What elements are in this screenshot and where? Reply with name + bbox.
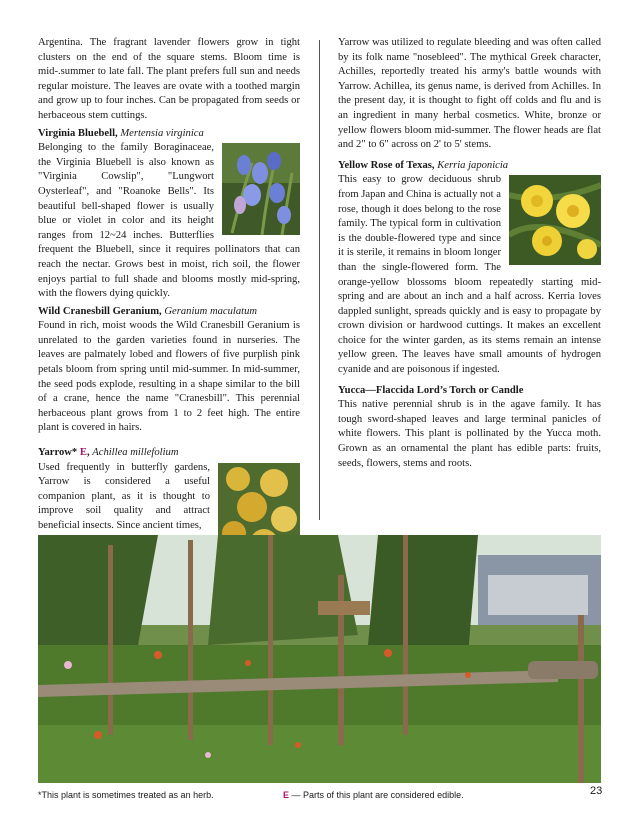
intro-paragraph: Argentina. The fragrant lavender flowers grow in tight clusters on the end of the square stems. Bloom time is mid-.summer to late fall. The plant prefers full sun and needs regular moisture. The leaves are ovate with a toothed margin and grow up to four inches. Can be propagated from seeds or herbaceous stem cuttings. <box>38 37 300 121</box>
yellow-rose-text: This easy to grow deciduous shrub from Japan and China is actually not a rose, though it does belong to the rose family. The typical form in cultivation is the double-flowered type and since it is sterile, it remains in bloom longer than the single-flowered form. The orange-yellow blossoms bloom repeatedly starting mid-spring and are about an inch and a half across. Kerria loves dappled sunlight, spreads quickly and is easy to propagate by crown division or hardwood cuttings. It makes an excellent choice for the winter garden, as its stems remain an intense yellow green. The leaves have small amounts of hydrogen cyanide and are poisonous if ingested. <box>338 174 601 376</box>
yarrow-text: Used frequently in butterfly gardens, Yarrow is considered a useful companion plant, as it is thought to improve soil quality and attract beneficial insects. Since ancient times, <box>38 461 210 531</box>
column-divider <box>319 40 320 520</box>
edible-footnote: E — Parts of this plant are considered edible. <box>283 790 464 800</box>
yellow-rose-photo <box>509 175 601 265</box>
virginia-bluebell-photo <box>222 143 300 235</box>
left-column <box>38 36 300 563</box>
yarrow-heading: Yarrow* E, Achillea millefolium <box>38 447 179 459</box>
yarrow-continued-text: Yarrow was utilized to regulate bleeding and was often called by its folk name "nosebleed". The mythical Greek character, Achilles, reportedly treated his army's battle wounds with Yarrow. Achillea, its genus name, is derived from Achilles. In the present day, it is thought to fight off colds and flu and is an ingredient in many herbal cosmetics. White, bronze or yellow flowers bloom mid-summer. The flower heads are flat and 2" to 6" across on 2' to 5' stems. <box>338 37 601 151</box>
yucca-heading: Yucca—Flaccida Lord’s Torch or Candle <box>338 384 524 396</box>
cranesbill-text: Found in rich, moist woods the Wild Cranesbill Geranium is unrelated to the garden varieties found in nurseries. The leaves are palmately lobed and flowers of five purplish pink petals bloom from spring until mid-summer. In mid-summer, the seed pods explode, resulting in a shape similar to the bill of a crane, hence the name "Cranesbill". This perennial herbaceous plant grows from 1 to 2 feet high. The entire plant is covered in hairs. <box>38 320 300 434</box>
garden-photo <box>38 535 601 783</box>
edible-mark: E <box>79 447 87 459</box>
page-number: 23 <box>590 785 603 797</box>
cranesbill-heading: Wild Cranesbill Geranium, Geranium maculatum <box>38 305 258 317</box>
virginia-bluebell-text: Belonging to the family Boraginaceae, the Virginia Bluebell is also known as "Virginia Cowslip", "Lungwort Oysterleaf", and "Roanoke Bells". Its beautiful bell-shaped flower is usually blue or violet in color and its height ranges from 12~24 inches. Butterflies frequent the Bluebell, since it requires pollinators that can reach the nectar. Grows best in moist, rich soil, the flower enjoys partial to full shade and blooms mostly mid-spring, with the flowers dying quickly. <box>38 142 300 300</box>
herb-footnote: *This plant is sometimes treated as an herb. <box>38 790 214 800</box>
virginia-bluebell-heading: Virginia Bluebell, Mertensia virginica <box>38 127 204 139</box>
yucca-text: This native perennial shrub is in the agave family. It has tough sword-shaped leaves and large terminal panicles of white flowers. This plant is pollinated by the Yucca moth. Grown as an ornamental the plant has edible parts: fruits, seeds, flowers, stems and roots. <box>338 399 601 469</box>
yellow-rose-heading: Yellow Rose of Texas, Kerria japonicia <box>338 159 509 171</box>
right-column <box>338 36 601 474</box>
edible-mark: E <box>283 790 290 800</box>
